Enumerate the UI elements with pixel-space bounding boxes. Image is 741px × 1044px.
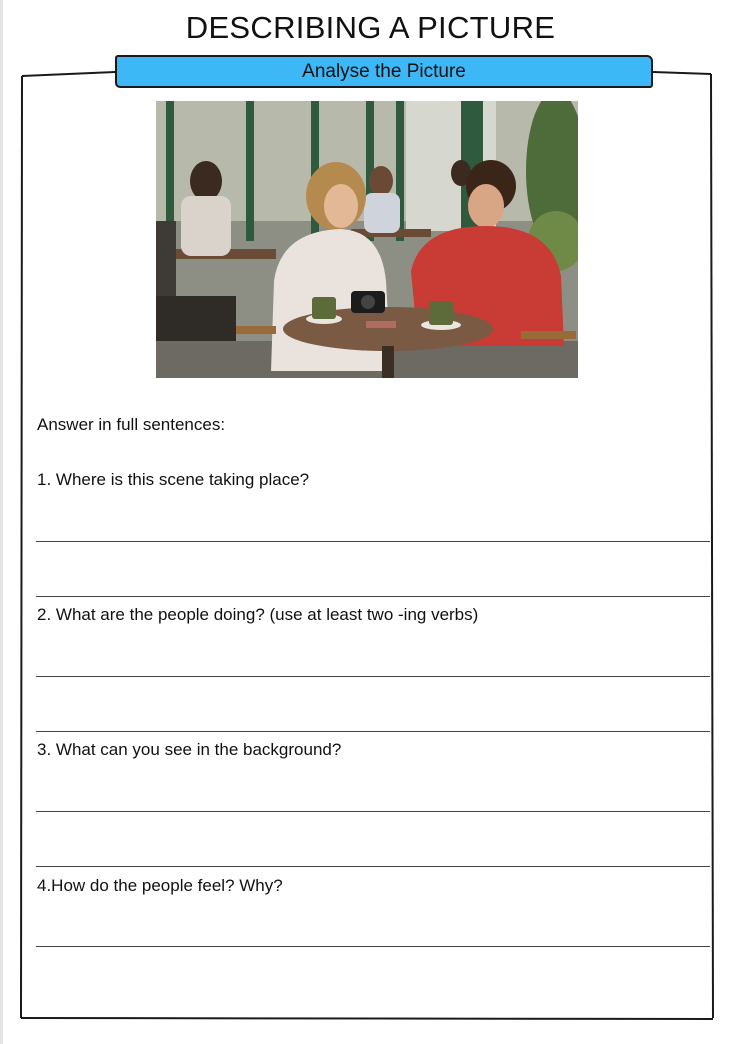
answer-line[interactable] <box>36 946 710 947</box>
question-3: 3. What can you see in the background? <box>37 740 342 759</box>
instructions-text: Answer in full sentences: <box>37 415 226 434</box>
answer-line[interactable] <box>36 676 710 677</box>
answer-line[interactable] <box>36 596 710 597</box>
answer-line[interactable] <box>36 866 710 867</box>
answer-line[interactable] <box>36 541 710 542</box>
answer-line[interactable] <box>36 811 710 812</box>
section-banner: Analyse the Picture <box>115 55 653 88</box>
question-2: 2. What are the people doing? (use at least two -ing verbs) <box>37 605 479 624</box>
cafe-photo-icon <box>156 101 578 378</box>
page-title: DESCRIBING A PICTURE <box>185 10 556 45</box>
question-4: 4.How do the people feel? Why? <box>37 876 283 895</box>
answer-line[interactable] <box>36 731 710 732</box>
page-left-edge <box>0 0 3 1044</box>
question-1: 1. Where is this scene taking place? <box>37 470 310 489</box>
